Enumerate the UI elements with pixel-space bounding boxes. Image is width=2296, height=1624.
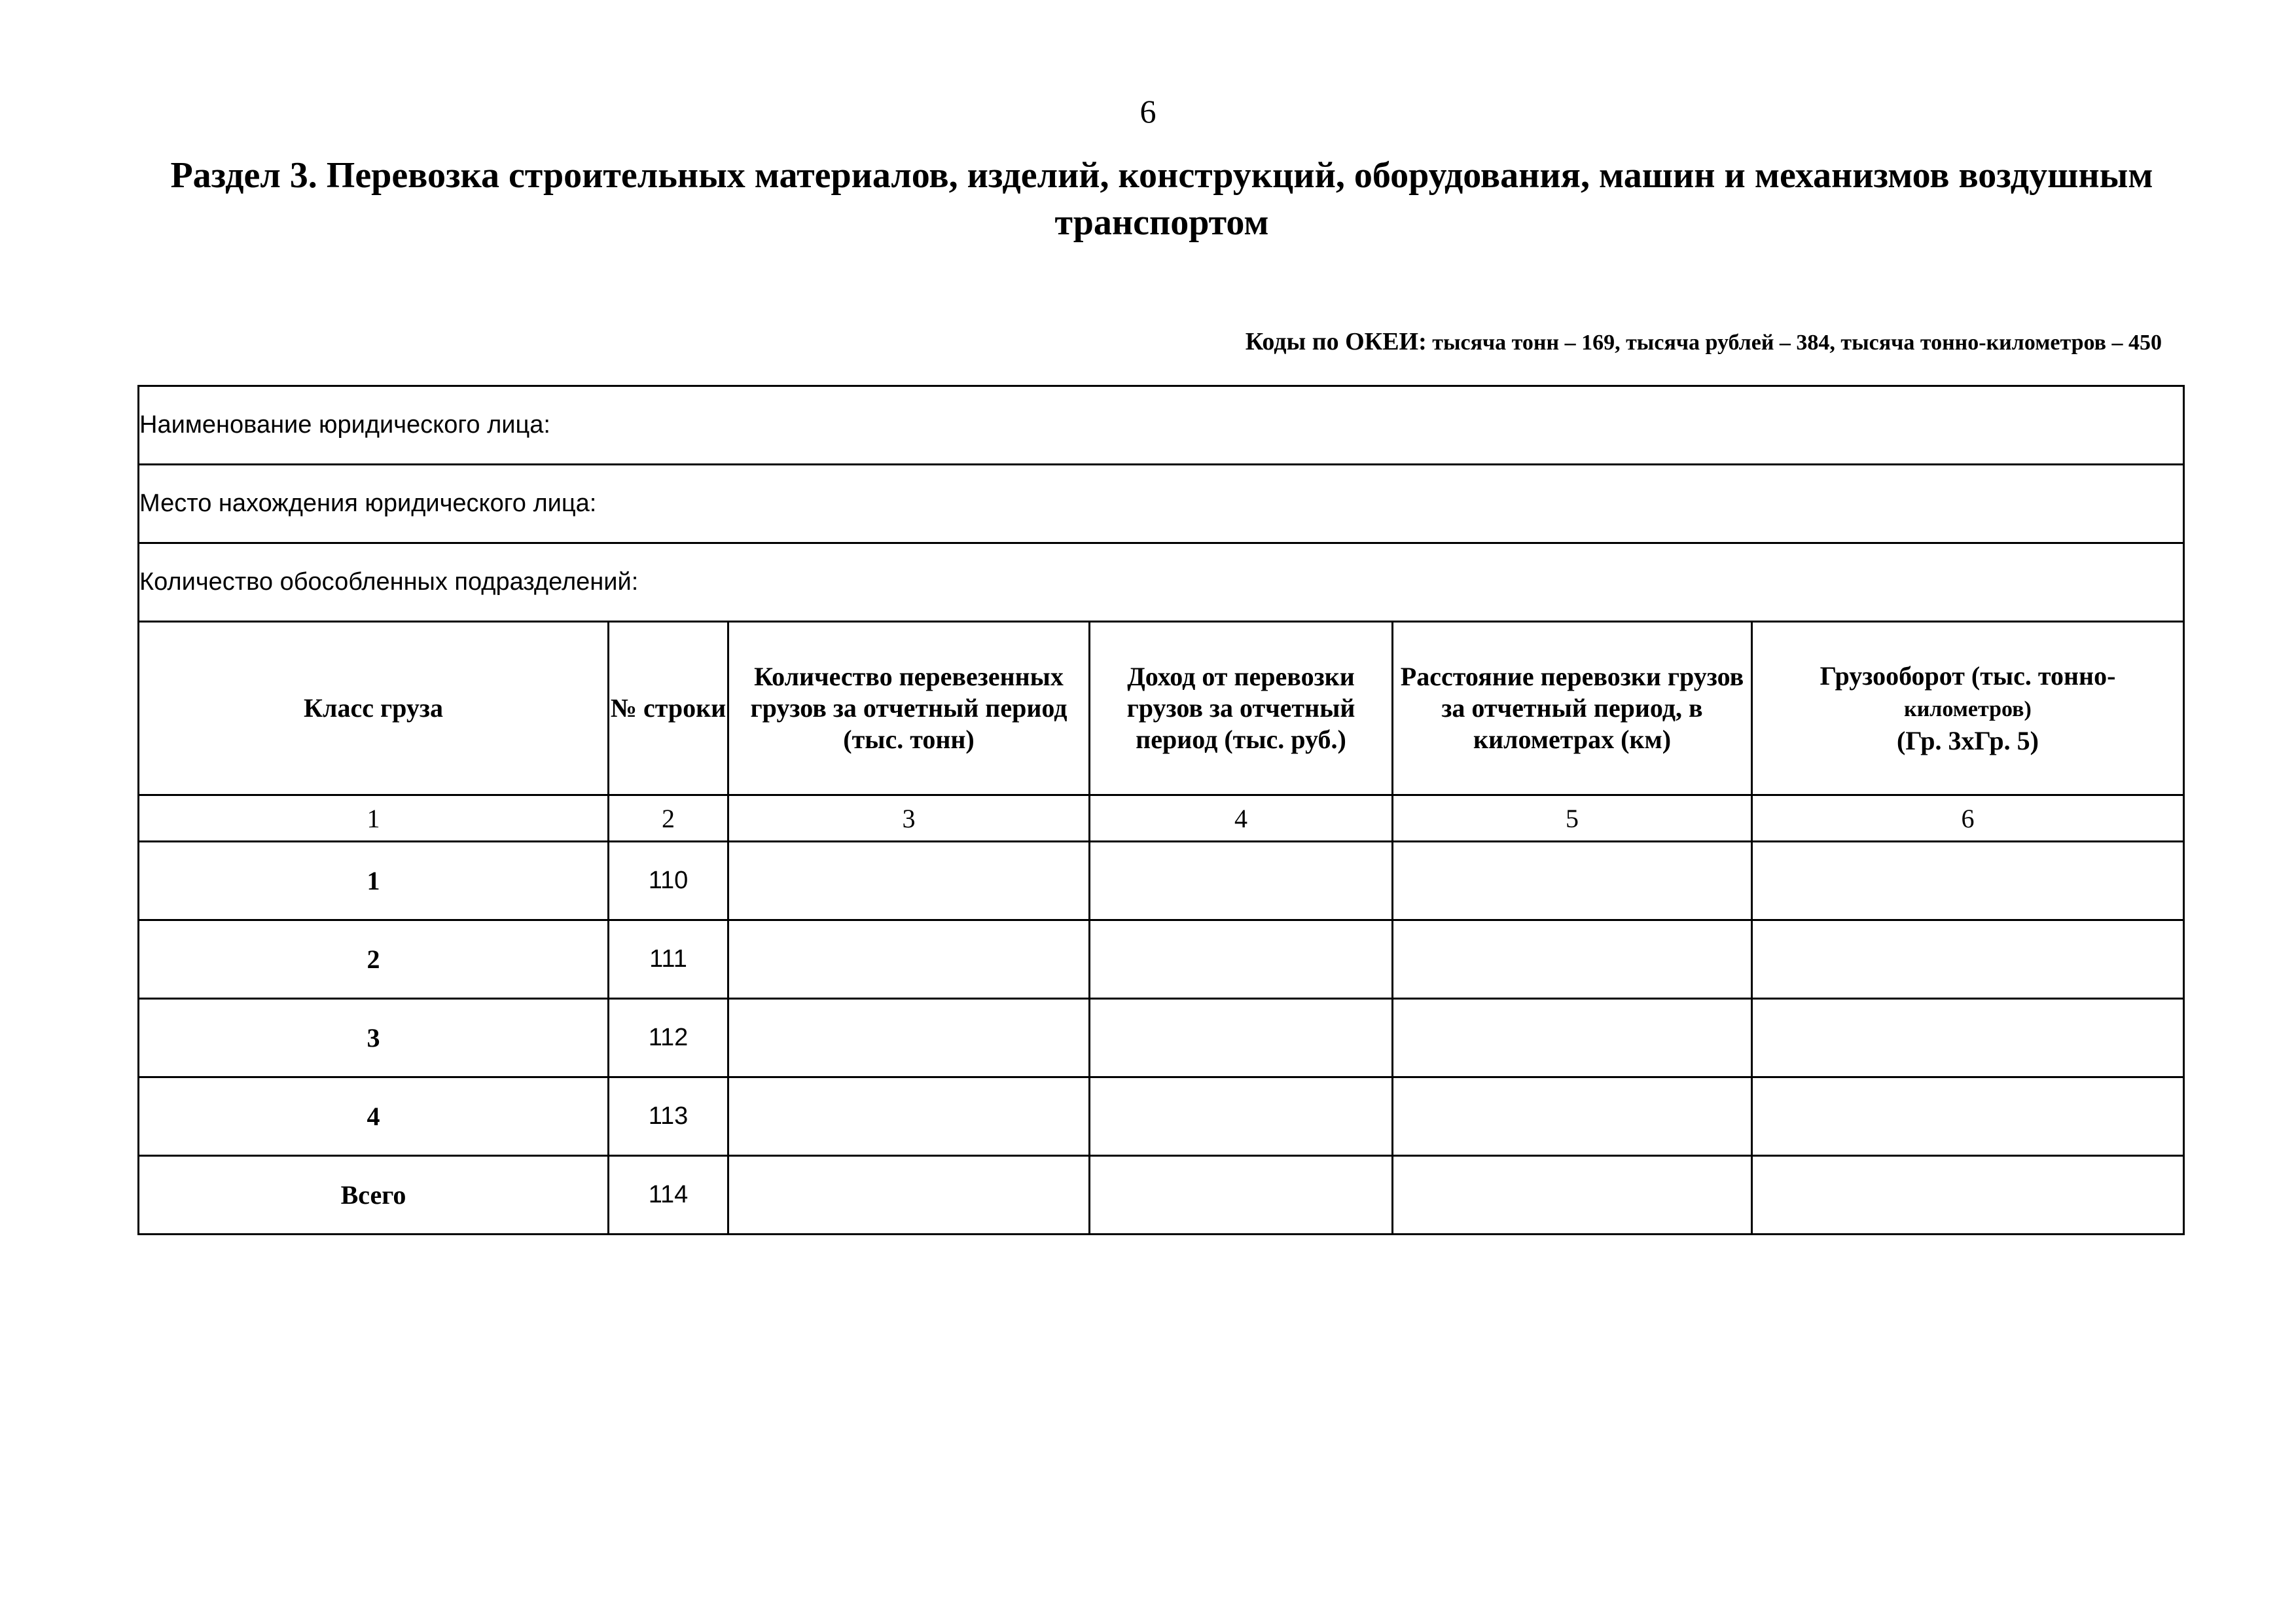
info-row-legal-name xyxy=(139,386,2184,465)
quantity-input-cell[interactable] xyxy=(728,999,1090,1077)
income-input-cell[interactable] xyxy=(1090,1156,1393,1235)
turnover-header-line3: (Гр. 3хГр. 5) xyxy=(1897,725,2039,755)
line-code-cell: 112 xyxy=(609,999,728,1077)
cargo-class-cell: 3 xyxy=(139,999,609,1077)
cargo-class-cell: 2 xyxy=(139,920,609,999)
income-input-cell[interactable] xyxy=(1090,1077,1393,1156)
info-row-subdivisions xyxy=(139,543,2184,622)
distance-input-cell[interactable] xyxy=(1393,999,1752,1077)
line-code-cell: 113 xyxy=(609,1077,728,1156)
turnover-header-line2: километров) xyxy=(1904,696,2032,721)
quantity-input-cell[interactable] xyxy=(728,842,1090,920)
col-header-cargo-class: Класс груза xyxy=(139,622,609,795)
okei-codes xyxy=(1246,327,2162,357)
table-row xyxy=(139,920,2184,999)
table-header-row xyxy=(139,622,2184,795)
legal-entity-name-field[interactable]: Наименование юридического лица: xyxy=(139,386,2184,465)
okei-text: тысяча тонн – 169, тысяча рублей – 384, тысяча тонно-километров – 450 xyxy=(1432,331,2162,355)
line-code-cell: 110 xyxy=(609,842,728,920)
legal-entity-location-field[interactable]: Место нахождения юридического лица: xyxy=(139,465,2184,543)
quantity-input-cell[interactable] xyxy=(728,1156,1090,1235)
turnover-input-cell[interactable] xyxy=(1752,920,2184,999)
okei-label: Коды по ОКЕИ: xyxy=(1245,328,1427,355)
table-row xyxy=(139,842,2184,920)
distance-input-cell[interactable] xyxy=(1393,920,1752,999)
income-input-cell[interactable] xyxy=(1090,842,1393,920)
subdivisions-count-field[interactable]: Количество обособленных подразделений: xyxy=(139,543,2184,622)
col-number: 6 xyxy=(1752,795,2184,842)
distance-input-cell[interactable] xyxy=(1393,842,1752,920)
turnover-header-line1: Грузооборот (тыс. тонно- xyxy=(1820,660,2116,691)
turnover-input-cell[interactable] xyxy=(1752,999,2184,1077)
turnover-input-cell[interactable] xyxy=(1752,842,2184,920)
col-header-income: Доход от перевозки грузов за отчетный период (тыс. руб.) xyxy=(1090,622,1393,795)
turnover-input-cell[interactable] xyxy=(1752,1077,2184,1156)
col-number: 3 xyxy=(728,795,1090,842)
col-number: 1 xyxy=(139,795,609,842)
table-row xyxy=(139,999,2184,1077)
cargo-class-cell: 4 xyxy=(139,1077,609,1156)
col-header-quantity: Количество перевезенных грузов за отчетный период (тыс. тонн) xyxy=(728,622,1090,795)
distance-input-cell[interactable] xyxy=(1393,1156,1752,1235)
info-row-location xyxy=(139,465,2184,543)
col-header-distance: Расстояние перевозки грузов за отчетный период, в километрах (км) xyxy=(1393,622,1752,795)
turnover-input-cell[interactable] xyxy=(1752,1156,2184,1235)
table-row xyxy=(139,1077,2184,1156)
section-title: Раздел 3. Перевозка строительных материалов, изделий, конструкций, оборудования, машин и механизмов воздушным транспортом xyxy=(170,155,2153,243)
quantity-input-cell[interactable] xyxy=(728,920,1090,999)
col-header-line-number: № строки xyxy=(609,622,728,795)
distance-input-cell[interactable] xyxy=(1393,1077,1752,1156)
quantity-input-cell[interactable] xyxy=(728,1077,1090,1156)
report-form-table xyxy=(137,385,2185,1235)
col-number: 2 xyxy=(609,795,728,842)
income-input-cell[interactable] xyxy=(1090,920,1393,999)
page-number: 6 xyxy=(1139,93,1157,130)
line-code-cell: 111 xyxy=(609,920,728,999)
column-numbers-row xyxy=(139,795,2184,842)
cargo-class-cell: Всего xyxy=(139,1156,609,1235)
col-number: 4 xyxy=(1090,795,1393,842)
col-number: 5 xyxy=(1393,795,1752,842)
line-code-cell: 114 xyxy=(609,1156,728,1235)
table-row-total xyxy=(139,1156,2184,1235)
col-header-turnover xyxy=(1752,622,2184,795)
cargo-class-cell: 1 xyxy=(139,842,609,920)
income-input-cell[interactable] xyxy=(1090,999,1393,1077)
